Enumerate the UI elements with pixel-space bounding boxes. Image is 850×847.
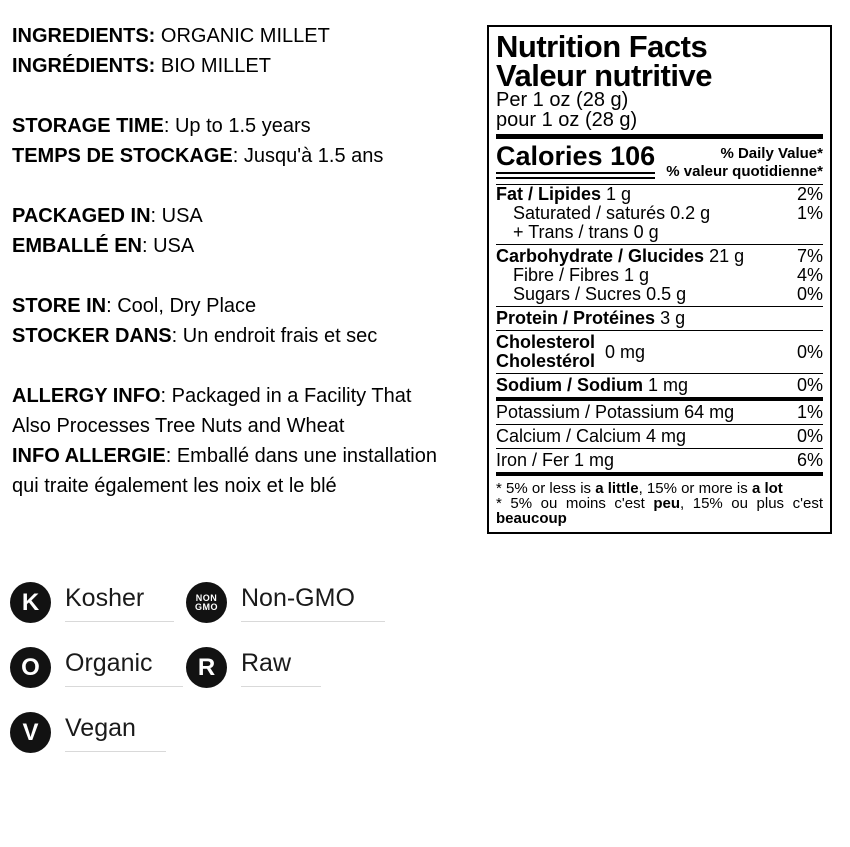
- vegan-icon-letter: V: [22, 718, 39, 746]
- allergy-info-value-en-1: : Packaged in a Facility That: [160, 385, 412, 407]
- vegan-icon: [10, 712, 51, 753]
- cholesterol-name-en: Cholesterol: [496, 332, 596, 352]
- ingredients-line-fr: [12, 51, 480, 81]
- store-in-group: [12, 291, 480, 351]
- packaged-in-value-en: : USA: [150, 205, 203, 227]
- sugars-amount: 0.5 g: [646, 284, 687, 304]
- nutrition-title-en: Nutrition Facts: [496, 29, 708, 64]
- trans-amount: 0 g: [633, 222, 659, 242]
- kosher-icon-letter: K: [21, 588, 40, 616]
- nutrition-row-fat: [496, 185, 823, 204]
- ingredients-label-fr: INGRÉDIENTS:: [12, 55, 156, 77]
- thick-rule: [496, 397, 823, 401]
- raw-icon-letter: R: [197, 653, 216, 681]
- store-in-line-fr: [12, 321, 480, 351]
- iron-dv: 6%: [796, 450, 823, 470]
- non-gmo-icon-line-2: GMO: [195, 601, 218, 612]
- ingredients-group: [12, 21, 480, 81]
- nutrition-row-cholesterol: [496, 333, 823, 371]
- thin-rule: [496, 424, 823, 425]
- nutrition-row-sugars: [496, 285, 823, 304]
- footnote-en-text-2: , 15% or more is: [638, 480, 752, 497]
- allergy-info-label-fr: INFO ALLERGIE: [12, 445, 166, 467]
- calcium-dv: 0%: [796, 426, 823, 446]
- ingredients-label-en: INGREDIENTS:: [12, 25, 156, 47]
- nutrition-row-iron: [496, 451, 823, 470]
- sugars-name: Sugars / Sucres: [513, 284, 642, 304]
- calories-underline: [496, 143, 655, 179]
- nutrition-row-potassium: [496, 403, 823, 422]
- cholesterol-dv: 0%: [796, 341, 823, 362]
- sodium-amount: 1 mg: [648, 375, 689, 395]
- saturated-dv: 1%: [796, 203, 823, 223]
- badge-vegan-label: Vegan: [65, 714, 166, 752]
- badge-vegan: [10, 708, 186, 757]
- allergy-info-group: [12, 381, 480, 501]
- nutrition-row-protein: [496, 309, 823, 328]
- store-in-value-en: : Cool, Dry Place: [106, 295, 257, 317]
- allergy-info-line-1: [12, 381, 480, 411]
- nutrition-row-saturated: [496, 204, 823, 223]
- calories-section: [496, 139, 823, 185]
- non-gmo-icon: [186, 582, 227, 623]
- storage-time-label-fr: TEMPS DE STOCKAGE: [12, 145, 233, 167]
- cholesterol-name-fr: Cholestérol: [496, 351, 596, 371]
- iron-name: Iron / Fer: [496, 450, 570, 470]
- protein-name: Protein / Protéines: [496, 308, 656, 328]
- footnote-en-text-1: * 5% or less is: [496, 480, 596, 497]
- footnote-fr-text-2: , 15% ou plus c'est: [680, 495, 823, 512]
- packaged-in-label-fr: EMBALLÉ EN: [12, 235, 142, 257]
- product-info-panel: [12, 21, 480, 531]
- allergy-info-value-fr-2: qui traite également les noix et le blé: [12, 475, 337, 497]
- nutrition-row-sodium: [496, 376, 823, 395]
- packaged-in-group: [12, 201, 480, 261]
- daily-value-header-en: % Daily Value*: [720, 145, 823, 162]
- packaged-in-line-en: [12, 201, 480, 231]
- thin-rule: [496, 244, 823, 245]
- fat-dv: 2%: [796, 184, 823, 204]
- store-in-label-en: STORE IN: [12, 295, 107, 317]
- storage-time-line-fr: [12, 141, 480, 171]
- potassium-dv: 1%: [796, 402, 823, 422]
- calories-value: 106: [610, 141, 656, 171]
- carbohydrate-name: Carbohydrate / Glucides: [496, 246, 705, 266]
- fat-name: Fat / Lipides: [496, 184, 602, 204]
- footnote-en-bold-1: a little: [595, 480, 639, 497]
- thin-rule: [496, 330, 823, 331]
- ingredients-value-fr: BIO MILLET: [155, 55, 271, 77]
- organic-icon: [10, 647, 51, 688]
- organic-icon-letter: O: [21, 653, 40, 681]
- calcium-amount: 4 mg: [646, 426, 687, 446]
- thin-rule: [496, 448, 823, 449]
- cholesterol-amount: 0 mg: [605, 341, 646, 362]
- badge-organic-label: Organic: [65, 649, 183, 687]
- cholesterol-names: [496, 333, 595, 371]
- saturated-name: Saturated / saturés: [513, 203, 666, 223]
- footnote-fr: [496, 496, 823, 526]
- saturated-amount: 0.2 g: [670, 203, 711, 223]
- badge-kosher: [10, 578, 186, 627]
- allergy-info-value-fr-1: : Emballé dans une installation: [165, 445, 437, 467]
- daily-value-header: [666, 143, 823, 181]
- trans-name: + Trans / trans: [513, 222, 629, 242]
- serving-size-en: Per 1 oz (28 g): [496, 89, 629, 111]
- non-gmo-icon-line-1: NON: [195, 592, 218, 603]
- nutrition-row-carbohydrate: [496, 247, 823, 266]
- badge-organic: [10, 643, 186, 692]
- sodium-dv: 0%: [796, 375, 823, 395]
- nutrition-row-fibre: [496, 266, 823, 285]
- potassium-name: Potassium / Potassium: [496, 402, 680, 422]
- thick-rule: [496, 472, 823, 476]
- packaged-in-label-en: PACKAGED IN: [12, 205, 151, 227]
- footnote-fr-bold-2: beaucoup: [496, 510, 567, 527]
- storage-time-value-en: : Up to 1.5 years: [163, 115, 311, 137]
- storage-time-label-en: STORAGE TIME: [12, 115, 164, 137]
- ingredients-value-en: ORGANIC MILLET: [155, 25, 330, 47]
- carbohydrate-dv: 7%: [796, 246, 823, 266]
- footnote-fr-text-1: * 5% ou moins c'est: [496, 495, 654, 512]
- raw-icon: [186, 647, 227, 688]
- serving-size-fr: pour 1 oz (28 g): [496, 109, 638, 131]
- nutrition-row-trans: [496, 223, 823, 242]
- storage-time-line-en: [12, 111, 480, 141]
- storage-time-value-fr: : Jusqu'à 1.5 ans: [232, 145, 384, 167]
- fat-amount: 1 g: [606, 184, 632, 204]
- nutrition-facts-panel: [487, 25, 832, 534]
- allergy-info-line-3: [12, 441, 480, 471]
- certification-badges: [10, 578, 385, 757]
- daily-value-header-fr: % valeur quotidienne*: [666, 163, 823, 180]
- allergy-info-label-en: ALLERGY INFO: [12, 385, 161, 407]
- allergy-info-line-4: [12, 471, 480, 501]
- store-in-line-en: [12, 291, 480, 321]
- badge-non-gmo-label: Non-GMO: [241, 584, 385, 622]
- packaged-in-value-fr: : USA: [142, 235, 195, 257]
- badge-raw-label: Raw: [241, 649, 321, 687]
- thin-rule: [496, 373, 823, 374]
- nutrition-row-calcium: [496, 427, 823, 446]
- storage-time-group: [12, 111, 480, 171]
- footnote-en-bold-2: a lot: [751, 480, 783, 497]
- kosher-icon: [10, 582, 51, 623]
- protein-amount: 3 g: [660, 308, 686, 328]
- fibre-dv: 4%: [796, 265, 823, 285]
- packaged-in-line-fr: [12, 231, 480, 261]
- sodium-name: Sodium / Sodium: [496, 375, 643, 395]
- badge-raw: [186, 643, 385, 692]
- thin-rule: [496, 306, 823, 307]
- calories-line: [496, 143, 655, 174]
- allergy-info-value-en-2: Also Processes Tree Nuts and Wheat: [12, 415, 345, 437]
- iron-amount: 1 mg: [574, 450, 615, 470]
- store-in-value-fr: : Un endroit frais et sec: [171, 325, 378, 347]
- fibre-amount: 1 g: [624, 265, 650, 285]
- badge-kosher-label: Kosher: [65, 584, 174, 622]
- footnote-fr-bold-1: peu: [653, 495, 681, 512]
- footnote-en: [496, 481, 823, 496]
- calories-label: Calories: [496, 141, 603, 171]
- nutrition-title-fr: Valeur nutritive: [496, 58, 712, 93]
- nutrition-footnote: [496, 478, 823, 526]
- carbohydrate-amount: 21 g: [709, 246, 745, 266]
- potassium-amount: 64 mg: [684, 402, 735, 422]
- fibre-name: Fibre / Fibres: [513, 265, 620, 285]
- sugars-dv: 0%: [796, 284, 823, 304]
- ingredients-line-en: [12, 21, 480, 51]
- calcium-name: Calcium / Calcium: [496, 426, 642, 446]
- badge-non-gmo: [186, 578, 385, 627]
- store-in-label-fr: STOCKER DANS: [12, 325, 172, 347]
- allergy-info-line-2: [12, 411, 480, 441]
